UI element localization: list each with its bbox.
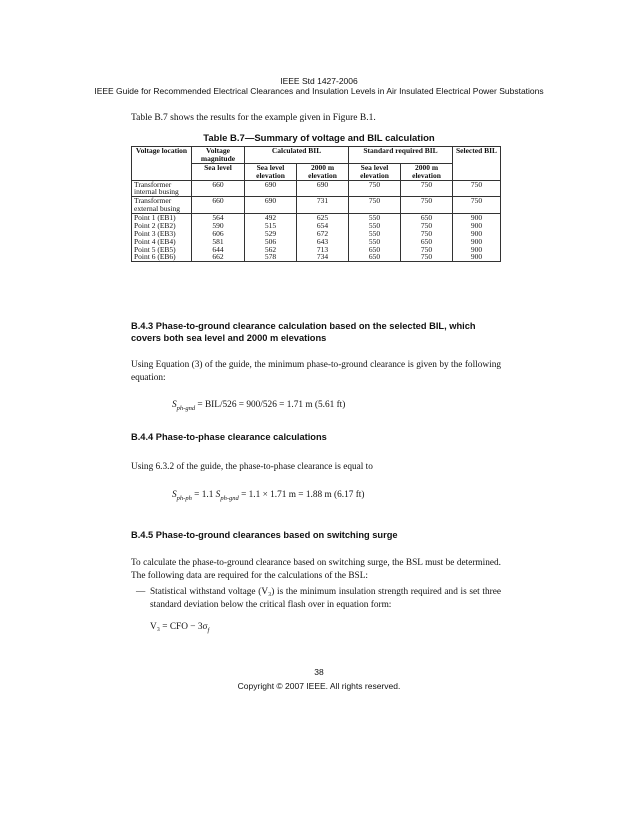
cell-selected: 900	[453, 222, 501, 230]
subheader-std-sea-level: Sea level elevation	[349, 163, 401, 180]
cell-std-sea: 750	[349, 180, 401, 197]
cell-selected: 900	[453, 230, 501, 238]
eq-subscript: ph-ph	[176, 494, 192, 502]
cell-magnitude: 660	[192, 180, 245, 197]
cell-location: Transformer external busing	[132, 197, 192, 214]
eq-body: = 1.1 × 1.71 m = 1.88 m (6.17 ft)	[238, 490, 365, 500]
section-b44-paragraph: Using 6.3.2 of the guide, the phase-to-phase clearance is equal to	[131, 462, 373, 472]
cell-magnitude: 581	[192, 238, 245, 246]
cell-calc-2000: 731	[297, 197, 349, 214]
eq-subscript: ph-gnd	[176, 404, 196, 412]
intro-text: Table B.7 shows the results for the example given in Figure B.1.	[131, 113, 376, 123]
cell-selected: 900	[453, 253, 501, 261]
eq-body: V₃ = CFO − 3σ	[150, 622, 208, 632]
cell-location: Point 6 (EB6)	[132, 253, 192, 261]
bullet-text: Statistical withstand voltage (V₃) is the minimum insulation strength required and is set three standard deviation below the critical flash over in equation form:	[150, 587, 501, 610]
equation-ph-gnd	[172, 400, 345, 412]
table-row	[132, 180, 501, 197]
cell-selected: 900	[453, 246, 501, 254]
cell-calc-sea: 492	[245, 214, 297, 222]
subheader-sea-level: Sea level	[192, 163, 245, 180]
cell-magnitude: 644	[192, 246, 245, 254]
cell-location: Point 3 (EB3)	[132, 230, 192, 238]
bullet-dash: —	[136, 587, 146, 597]
running-header-title: IEEE Guide for Recommended Electrical Clearances and Insulation Levels in Air Insulated Electrical Power Substations	[94, 86, 544, 96]
equation-v3	[150, 622, 209, 634]
cell-calc-2000: 690	[297, 180, 349, 197]
subheader-calc-2000m: 2000 m elevation	[297, 163, 349, 180]
cell-magnitude: 590	[192, 222, 245, 230]
cell-calc-2000: 734	[297, 253, 349, 261]
eq-symbol: S	[172, 490, 177, 500]
copyright-notice: Copyright © 2007 IEEE. All rights reserved.	[237, 681, 401, 691]
section-heading-b45: B.4.5 Phase-to-ground clearances based on switching surge	[131, 530, 398, 540]
col-header-standard-bil: Standard required BIL	[349, 147, 453, 164]
cell-calc-sea: 506	[245, 238, 297, 246]
table-row	[132, 253, 501, 261]
cell-std-sea: 650	[349, 253, 401, 261]
section-b45-paragraph: To calculate the phase-to-ground clearance based on switching surge, the BSL must be determined. The following data are required for the calculations of the BSL:	[131, 558, 501, 581]
cell-magnitude: 606	[192, 230, 245, 238]
cell-calc-2000: 713	[297, 246, 349, 254]
cell-calc-sea: 529	[245, 230, 297, 238]
cell-std-2000: 650	[401, 214, 453, 222]
cell-calc-sea: 515	[245, 222, 297, 230]
cell-selected: 900	[453, 238, 501, 246]
bil-summary-table	[131, 146, 501, 262]
page-number: 38	[314, 667, 324, 677]
table-caption: Table B.7—Summary of voltage and BIL calculation	[203, 133, 435, 144]
cell-calc-2000: 672	[297, 230, 349, 238]
cell-location: Point 4 (EB4)	[132, 238, 192, 246]
subheader-std-2000m: 2000 m elevation	[401, 163, 453, 180]
cell-std-sea: 550	[349, 214, 401, 222]
cell-calc-sea: 578	[245, 253, 297, 261]
subheader-calc-sea-level: Sea level elevation	[245, 163, 297, 180]
cell-calc-sea: 690	[245, 197, 297, 214]
cell-std-2000: 750	[401, 230, 453, 238]
section-b43-paragraph: Using Equation (3) of the guide, the minimum phase-to-ground clearance is given by the following equation:	[131, 360, 501, 383]
cell-location: Transformer internal busing	[132, 180, 192, 197]
cell-location: Point 1 (EB1)	[132, 214, 192, 222]
section-heading-b44: B.4.4 Phase-to-phase clearance calculations	[131, 432, 327, 442]
cell-location: Point 2 (EB2)	[132, 222, 192, 230]
cell-location: Point 5 (EB5)	[132, 246, 192, 254]
cell-std-sea: 650	[349, 246, 401, 254]
cell-selected: 750	[453, 180, 501, 197]
cell-std-2000: 650	[401, 238, 453, 246]
cell-std-sea: 750	[349, 197, 401, 214]
cell-std-2000: 750	[401, 246, 453, 254]
cell-std-2000: 750	[401, 222, 453, 230]
col-header-voltage-magnitude: Voltage magnitude	[192, 147, 245, 164]
eq-subscript: ph-gnd	[220, 494, 239, 502]
eq-body: = BIL/526 = 900/526 = 1.71 m (5.61 ft)	[195, 400, 346, 410]
eq-mid: = 1.1	[191, 490, 216, 500]
cell-magnitude: 660	[192, 197, 245, 214]
eq-subscript: f	[207, 626, 210, 634]
cell-std-2000: 750	[401, 197, 453, 214]
cell-magnitude: 564	[192, 214, 245, 222]
cell-std-sea: 550	[349, 238, 401, 246]
cell-std-2000: 750	[401, 180, 453, 197]
cell-std-sea: 550	[349, 222, 401, 230]
col-header-selected-bil: Selected BIL	[453, 147, 501, 181]
cell-calc-sea: 690	[245, 180, 297, 197]
section-heading-b43: B.4.3 Phase-to-ground clearance calculation based on the selected BIL, which covers both sea level and 2000 m elevations	[131, 321, 476, 344]
cell-calc-sea: 562	[245, 246, 297, 254]
eq-symbol: S	[172, 400, 177, 410]
cell-std-sea: 550	[349, 230, 401, 238]
cell-calc-2000: 625	[297, 214, 349, 222]
cell-magnitude: 662	[192, 253, 245, 261]
table-row	[132, 197, 501, 214]
cell-selected: 900	[453, 214, 501, 222]
bullet-item	[136, 586, 501, 611]
cell-calc-2000: 654	[297, 222, 349, 230]
cell-selected: 750	[453, 197, 501, 214]
col-header-calculated-bil: Calculated BIL	[245, 147, 349, 164]
standard-number: IEEE Std 1427-2006	[280, 76, 358, 86]
cell-std-2000: 750	[401, 253, 453, 261]
eq-symbol: S	[215, 490, 221, 500]
equation-ph-ph	[172, 490, 365, 502]
cell-calc-2000: 643	[297, 238, 349, 246]
col-header-voltage-location: Voltage location	[132, 147, 192, 181]
